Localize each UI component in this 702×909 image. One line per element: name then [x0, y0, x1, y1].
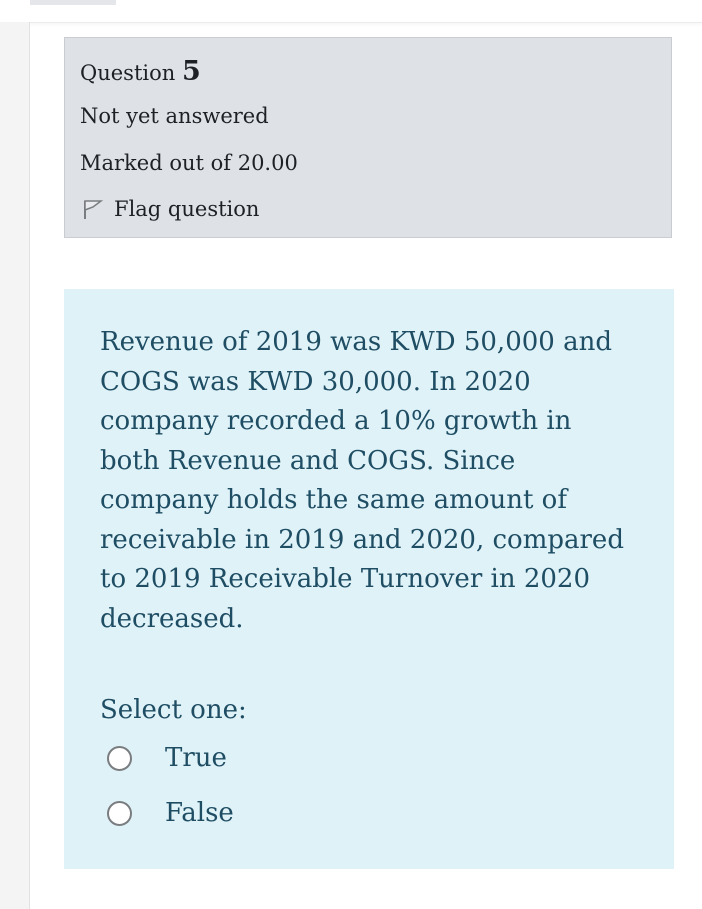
top-bar	[0, 0, 702, 23]
answer-option-true[interactable]	[107, 741, 227, 775]
question-state: Not yet answered	[80, 104, 269, 128]
flag-question-link[interactable]	[82, 196, 259, 222]
answer-label-true[interactable]: True	[165, 743, 227, 773]
question-content-panel	[64, 289, 674, 869]
question-text: Revenue of 2019 was KWD 50,000 and COGS was KWD 30,000. In 2020 company recorded a 10% growth in both Revenue and COGS. Since company holds the same amount of receivable in 2019 and 2020, compared to 2019 Receivable Turnover in 2020 decreased.	[100, 327, 624, 634]
question-info-panel	[64, 37, 672, 238]
flag-question-label[interactable]: Flag question	[114, 197, 260, 221]
flag-icon[interactable]	[82, 198, 104, 220]
top-tab-indicator	[30, 0, 116, 5]
left-sidebar-gutter	[0, 22, 30, 909]
question-grade: Marked out of 20.00	[80, 151, 298, 175]
answer-option-false[interactable]	[107, 796, 234, 830]
select-prompt: Select one:	[100, 695, 247, 725]
question-heading	[80, 56, 201, 87]
question-number: 5	[181, 56, 201, 87]
radio-false[interactable]	[107, 801, 132, 826]
radio-true[interactable]	[107, 746, 132, 771]
question-label: Question	[80, 61, 176, 85]
answer-label-false[interactable]: False	[165, 798, 234, 828]
